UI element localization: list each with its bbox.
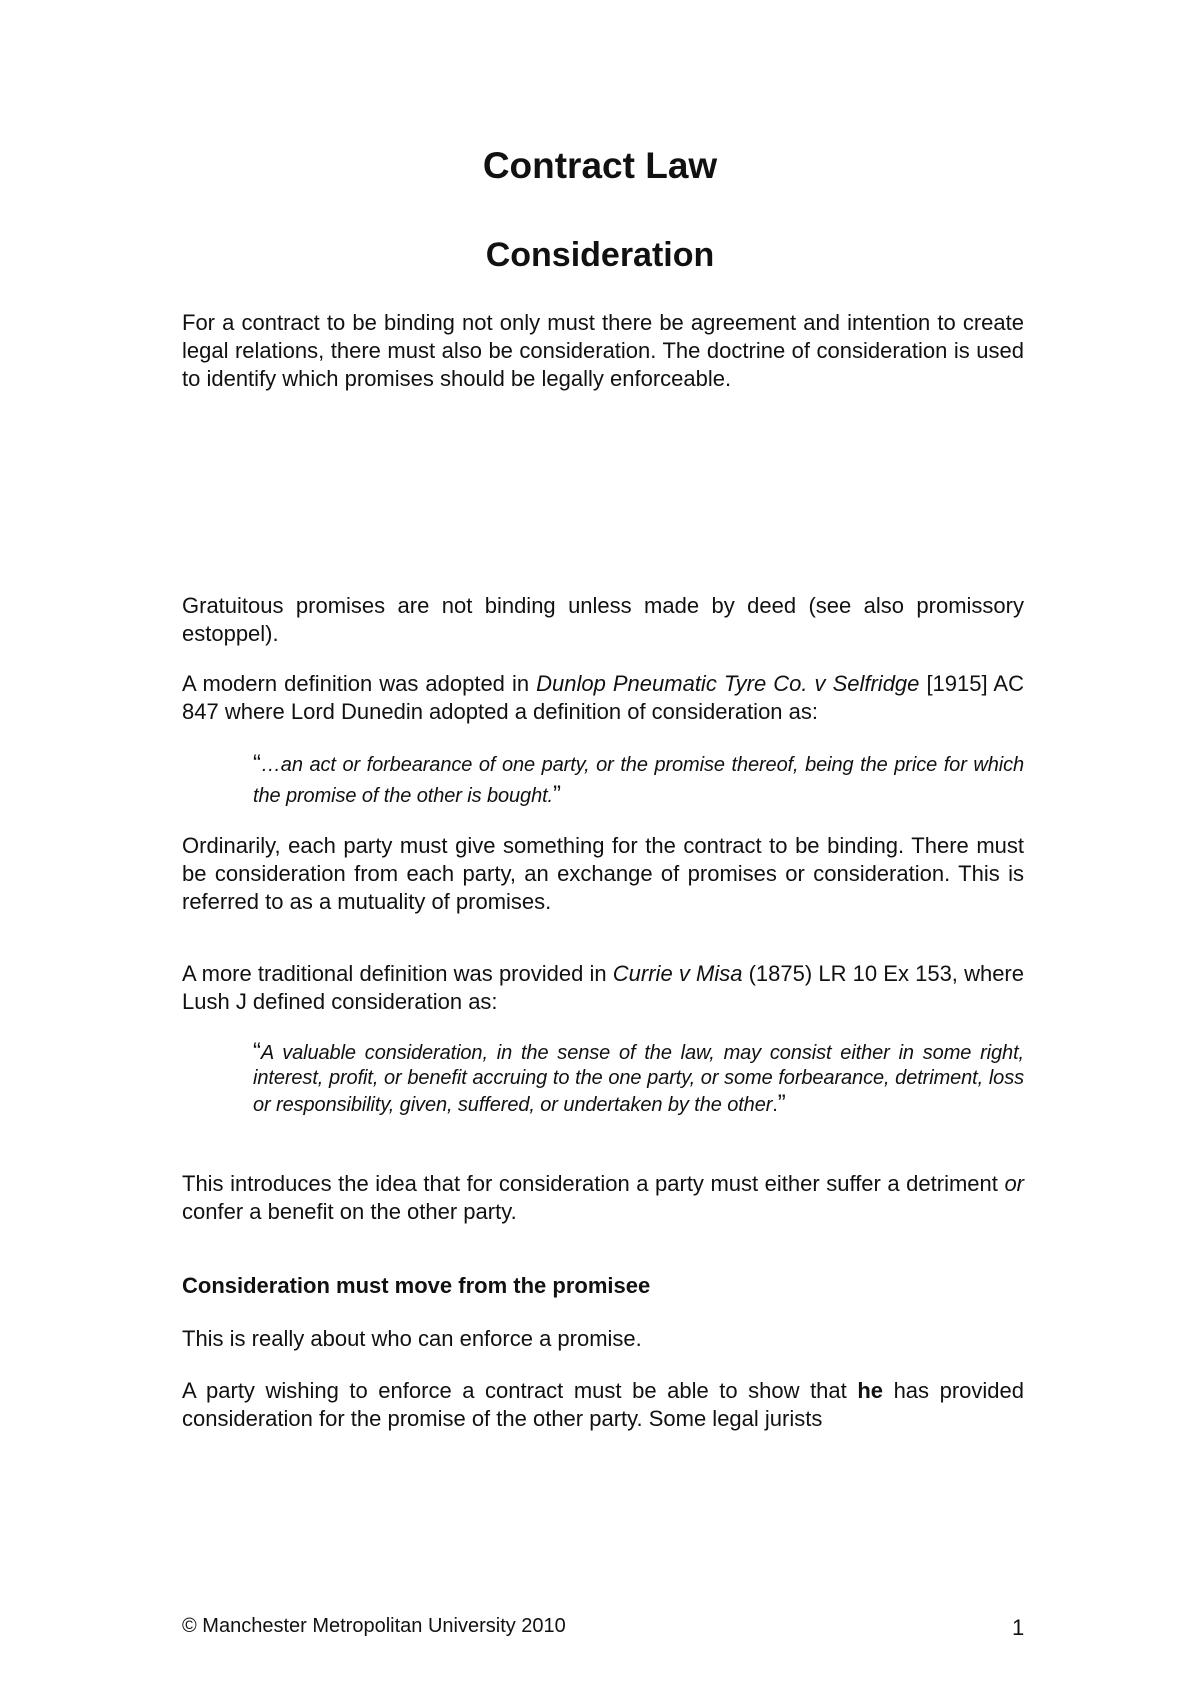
paragraph-modern-definition bbox=[182, 670, 1024, 726]
section-heading: Consideration must move from the promisee bbox=[182, 1273, 651, 1298]
close-quote: ” bbox=[777, 1090, 786, 1117]
paragraph-who-enforces: This is really about who can enforce a promise. bbox=[182, 1326, 642, 1351]
quote-dunedin bbox=[253, 749, 1024, 811]
quote-dot: . bbox=[772, 1094, 778, 1116]
open-quote: “ bbox=[253, 1038, 261, 1065]
document-subtitle: Consideration bbox=[485, 236, 715, 274]
paragraph-enforce-contract bbox=[182, 1377, 1024, 1433]
text-span: A party wishing to enforce a contract must be able to show that bbox=[182, 1378, 858, 1403]
page-number: 1 bbox=[1012, 1615, 1025, 1640]
text-span: has provided consideration for the promise of the other party. Some legal jurists bbox=[182, 1378, 1024, 1431]
text-span: A more traditional definition was provided in bbox=[182, 961, 613, 986]
open-quote: “ bbox=[253, 750, 261, 777]
paragraph-intro: For a contract to be binding not only must there be agreement and intention to create legal relations, there must also be consideration. The doctrine of consideration is used to identify which promises should be legally enforceable. bbox=[182, 310, 1024, 391]
case-name-currie: Currie v Misa bbox=[612, 961, 743, 986]
text-span: (1875) LR 10 Ex 153, where Lush J defined consideration as: bbox=[182, 961, 1024, 1014]
document-title: Contract Law bbox=[482, 145, 718, 186]
paragraph-traditional-definition bbox=[182, 960, 1024, 1016]
quote-text: …an act or forbearance of one party, or the promise thereof, being the price for which the promise of the other is bought. bbox=[253, 754, 1024, 807]
paragraph-detriment-benefit bbox=[182, 1170, 1024, 1226]
text-span: A modern definition was adopted in bbox=[182, 671, 537, 696]
text-span: [1915] AC 847 where Lord Dunedin adopted a definition of consideration as: bbox=[182, 671, 1024, 724]
case-name-dunlop: Dunlop Pneumatic Tyre Co. v Selfridge bbox=[536, 671, 920, 696]
paragraph-mutuality: Ordinarily, each party must give something for the contract to be binding. There must be consideration from each party, an exchange of promises or consideration. This is referred to as a mutuality of promises. bbox=[182, 833, 1024, 914]
text-span: confer a benefit on the other party. bbox=[182, 1199, 517, 1224]
quote-text: A valuable consideration, in the sense of the law, may consist either in some right, interest, profit, or benefit accruing to the one party, or some forbearance, detriment, loss or responsibility, given, suffered, or undertaken by the other bbox=[253, 1042, 1024, 1116]
paragraph-gratuitous-promises: Gratuitous promises are not binding unless made by deed (see also promissory estoppel). bbox=[182, 593, 1024, 646]
text-span: This introduces the idea that for consideration a party must either suffer a detriment bbox=[182, 1171, 1005, 1196]
emphasis-he: he bbox=[857, 1378, 884, 1403]
footer-copyright: © Manchester Metropolitan University 2010 bbox=[182, 1615, 566, 1637]
emphasis-or: or bbox=[1004, 1171, 1024, 1196]
close-quote: ” bbox=[553, 781, 561, 808]
quote-lush bbox=[253, 1039, 1024, 1118]
